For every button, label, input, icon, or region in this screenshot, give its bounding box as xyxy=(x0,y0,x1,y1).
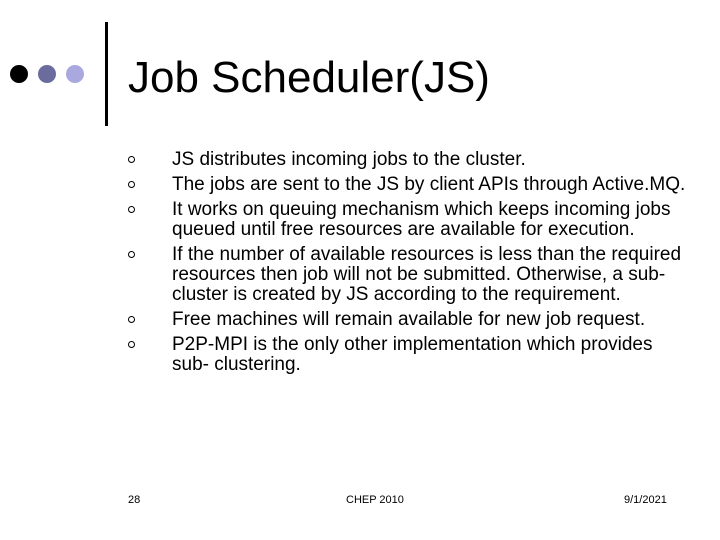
footer-date: 9/1/2021 xyxy=(624,494,667,506)
bullet-text: It works on queuing mechanism which keeps incoming jobs queued until free resources are available for execution. xyxy=(172,199,671,240)
bullet-circle-icon xyxy=(128,156,135,163)
bullet-text: If the number of available resources is less than the required resources then job will not be submitted. Otherwise, a sub-cluster is created by JS according to the requirement. xyxy=(172,244,682,305)
bullet-item xyxy=(126,335,686,375)
bullet-list xyxy=(126,150,686,380)
bullet-circle-icon xyxy=(128,206,135,213)
page-number: 28 xyxy=(128,494,141,506)
bullet-item xyxy=(126,175,686,195)
bullet-circle-icon xyxy=(128,181,135,188)
bullet-text: The jobs are sent to the JS by client APIs through Active.MQ. xyxy=(172,174,686,195)
dot-3 xyxy=(66,65,84,83)
bullet-item xyxy=(126,200,686,240)
title-divider xyxy=(105,22,108,126)
dot-1 xyxy=(10,65,28,83)
bullet-item xyxy=(126,150,686,170)
bullet-circle-icon xyxy=(128,316,135,323)
slide-title: Job Scheduler(JS) xyxy=(128,53,490,102)
bullet-item xyxy=(126,245,686,305)
bullet-circle-icon xyxy=(128,341,135,348)
decorative-dots xyxy=(10,65,84,83)
dot-2 xyxy=(38,65,56,83)
bullet-circle-icon xyxy=(128,251,135,258)
bullet-text: P2P-MPI is the only other implementation which provides sub- clustering. xyxy=(172,334,653,375)
footer-center-text: CHEP 2010 xyxy=(346,494,404,506)
bullet-text: Free machines will remain available for new job request. xyxy=(172,309,646,330)
bullet-text: JS distributes incoming jobs to the cluster. xyxy=(172,149,526,170)
bullet-item xyxy=(126,310,686,330)
